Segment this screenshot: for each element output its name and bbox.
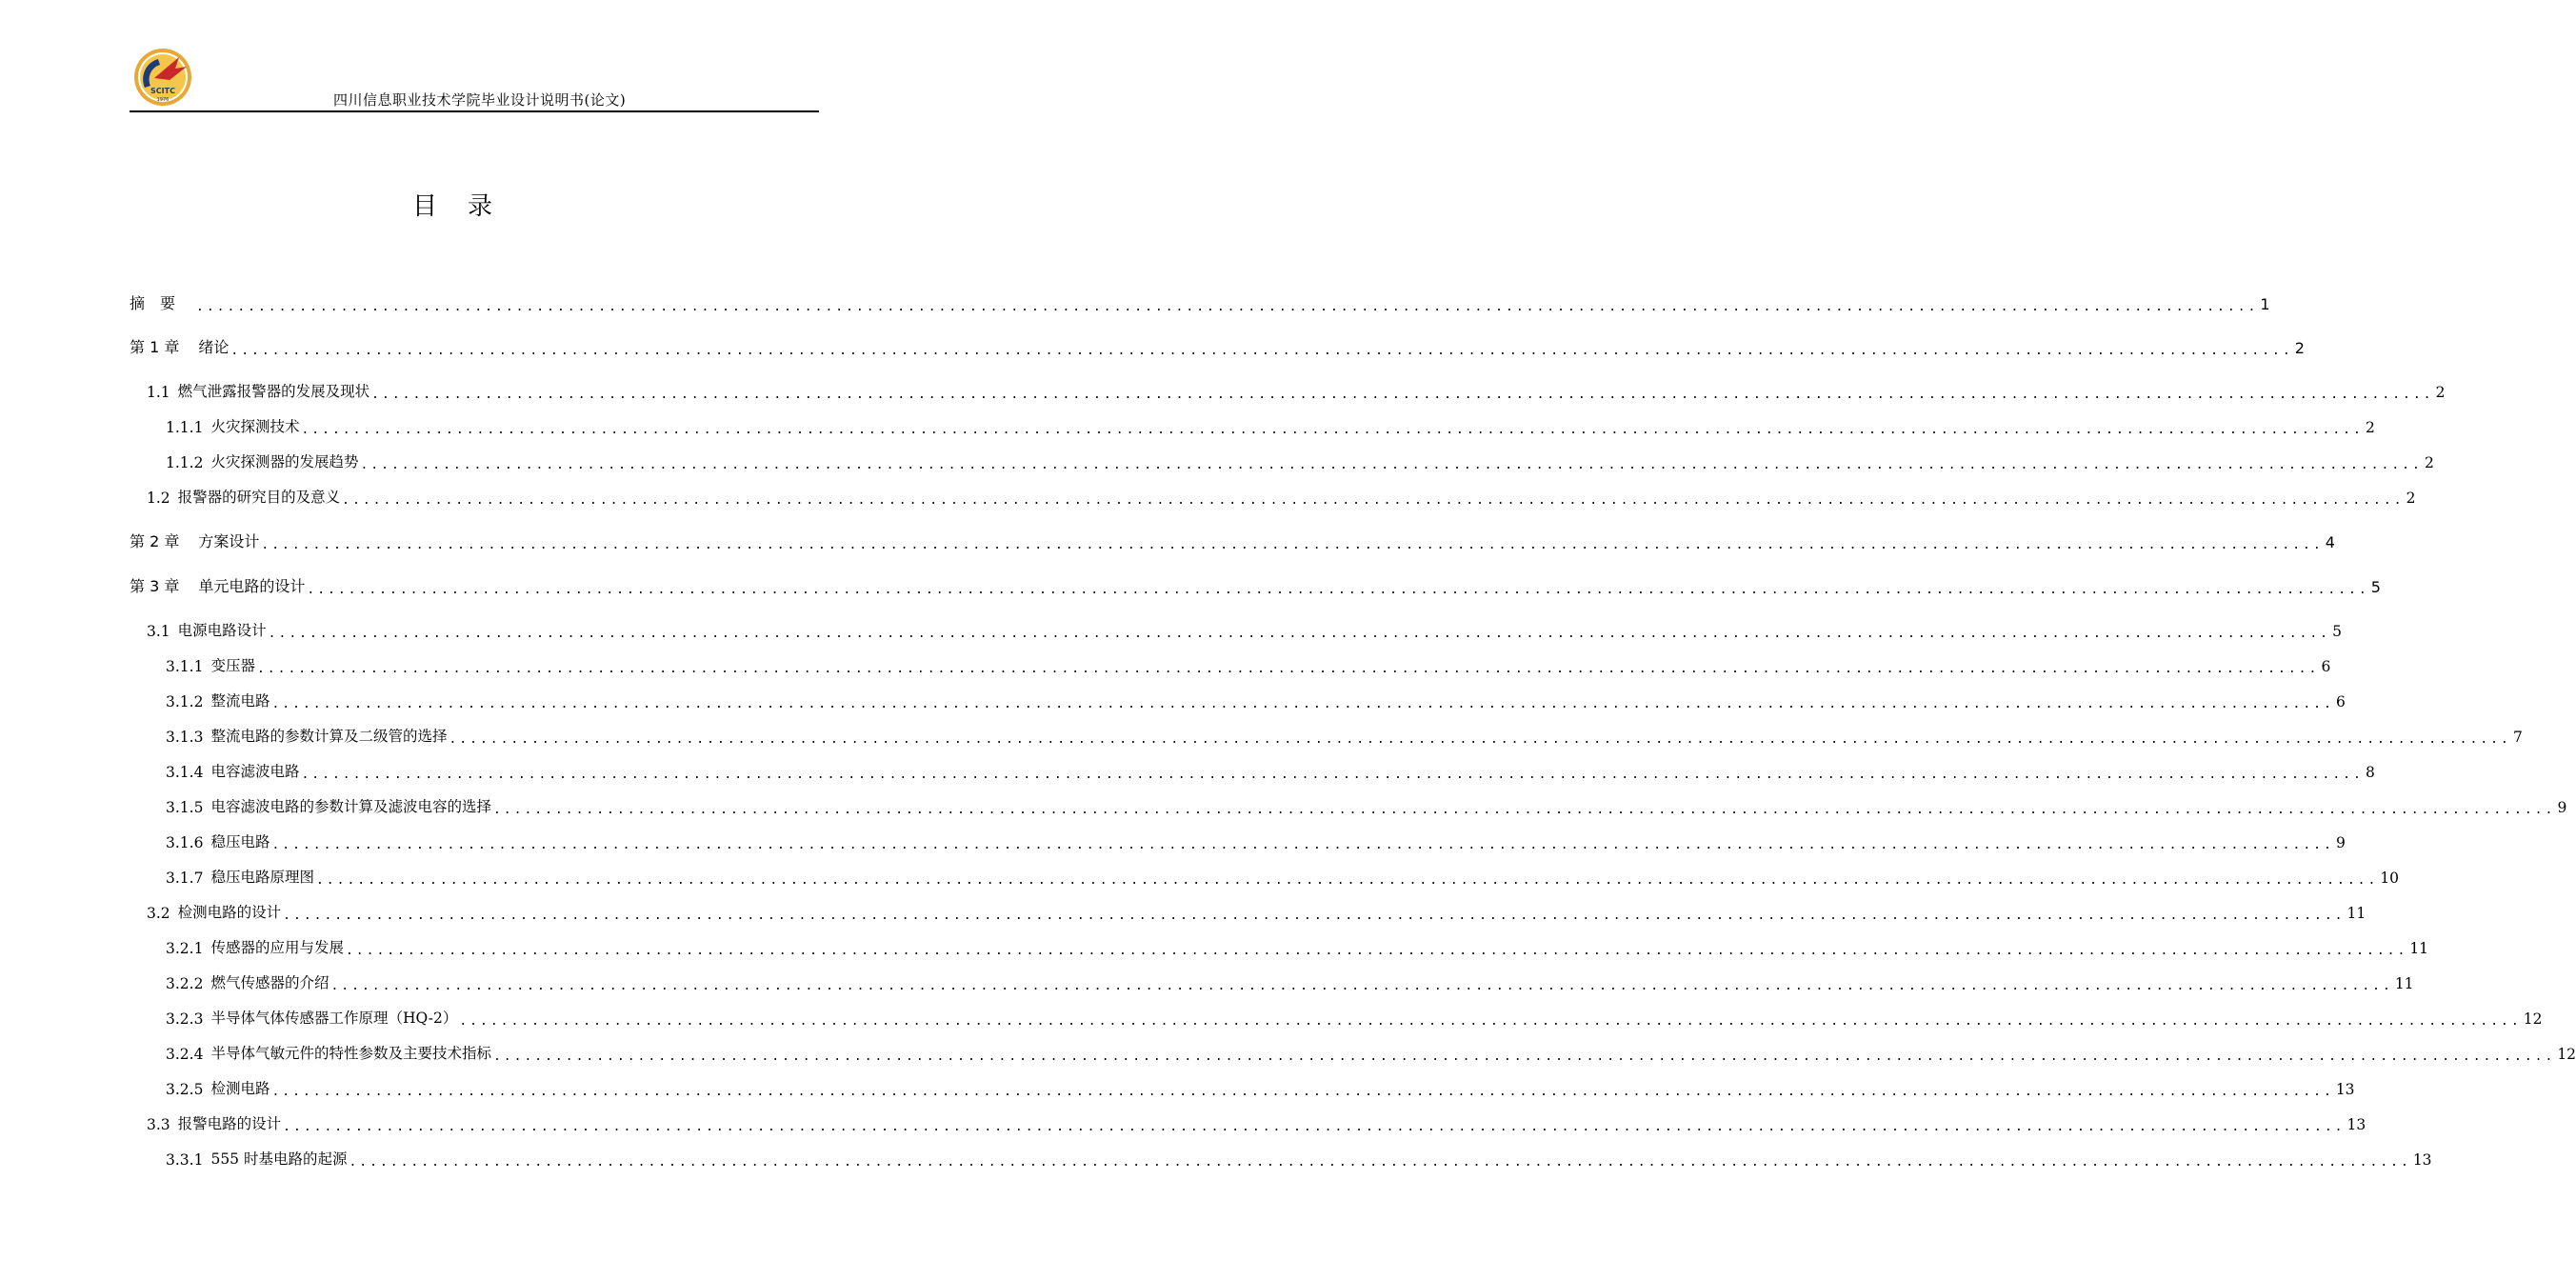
toc-entry-label: 555 时基电路的起源 <box>210 1150 348 1168</box>
toc-page-number: 7 <box>2512 729 2523 746</box>
toc-entry-number: 3.2.4 <box>166 1046 204 1063</box>
toc-entry-number: 3.2.2 <box>166 975 204 992</box>
toc-entry-label: 报警电路的设计 <box>177 1115 282 1132</box>
toc-dot-leader: ........................................................................................................................................................................................................ <box>283 909 2346 923</box>
toc-entry-number: 1.1 <box>147 384 170 401</box>
toc-entry[interactable] <box>166 1005 2543 1029</box>
toc-entry-label: 方案设计 <box>198 532 260 550</box>
toc-page-number: 2 <box>2294 339 2305 357</box>
toc-dot-leader: ........................................................................................................................................................................................................ <box>349 1155 2411 1170</box>
toc-entry-label: 整流电路 <box>210 692 270 710</box>
toc-entry-number: 3.3.1 <box>166 1151 204 1169</box>
toc-entry[interactable] <box>147 484 2416 508</box>
toc-page-number: 5 <box>2370 578 2381 596</box>
toc-page-number: 2 <box>2424 454 2434 471</box>
toc-entry-number: 3.1.1 <box>166 658 204 675</box>
toc-entry[interactable] <box>130 334 2305 358</box>
toc-page-number: 4 <box>2325 533 2335 551</box>
toc-entry[interactable] <box>166 793 2567 817</box>
toc-page-number: 6 <box>2321 658 2331 675</box>
toc-entry-label: 整流电路的参数计算及二级管的选择 <box>210 728 448 745</box>
toc-entry-label: 检测电路的设计 <box>177 904 282 921</box>
toc-page-number: 12 <box>2557 1046 2576 1063</box>
toc-entry-label: 检测电路 <box>210 1080 270 1097</box>
toc-entry[interactable] <box>166 1040 2576 1064</box>
toc-entry[interactable] <box>166 449 2434 472</box>
toc-dot-leader: ........................................................................................................................................................................................................ <box>271 697 2334 711</box>
toc-page-number: 5 <box>2332 623 2343 640</box>
toc-entry[interactable] <box>166 864 2400 888</box>
toc-entry-number: 3.1.4 <box>166 764 204 781</box>
toc-entry-number: 第 3 章 <box>130 577 180 595</box>
toc-page-number: 12 <box>2523 1010 2543 1028</box>
toc-dot-leader: ........................................................................................................................................................................................................ <box>301 768 2364 782</box>
toc-page-number: 2 <box>2435 384 2446 401</box>
toc-entry-label: 变压器 <box>210 657 255 674</box>
toc-entry-label: 火灾探测器的发展趋势 <box>210 453 359 470</box>
toc-dot-leader: ........................................................................................................................................................................................................ <box>271 1085 2334 1099</box>
toc-dot-leader: ........................................................................................................................................................................................................ <box>492 803 2556 817</box>
header-divider <box>130 110 819 112</box>
toc-page-number: 2 <box>2365 419 2375 436</box>
toc-entry-label: 稳压电路 <box>210 833 270 850</box>
toc-entry[interactable] <box>147 1110 2366 1134</box>
toc-entry-label: 电源电路设计 <box>177 622 267 639</box>
toc-page-number: 13 <box>2335 1081 2355 1098</box>
toc-page-number: 13 <box>2412 1151 2432 1169</box>
toc-entry-label: 报警器的研究目的及意义 <box>177 489 341 506</box>
toc-entry[interactable] <box>147 617 2343 641</box>
toc-page-number: 8 <box>2365 764 2375 781</box>
toc-entry-number: 3.3 <box>147 1116 170 1133</box>
toc-dot-leader: ........................................................................................................................................................................................................ <box>307 583 2369 597</box>
toc-entry-label: 稳压电路原理图 <box>210 869 314 886</box>
toc-entry-label: 火灾探测技术 <box>210 418 300 435</box>
toc-entry-label: 燃气泄露报警器的发展及现状 <box>177 383 370 400</box>
toc-dot-leader: ........................................................................................................................................................................................................ <box>315 873 2379 888</box>
toc-page-number: 9 <box>2335 834 2346 851</box>
toc-dot-leader: ........................................................................................................................................................................................................ <box>371 388 2434 402</box>
toc-page-number: 1 <box>2260 295 2270 313</box>
toc-entry-number: 第 1 章 <box>130 338 180 356</box>
toc-dot-leader: ........................................................................................................................................................................................................ <box>268 627 2331 641</box>
toc-dot-leader: ........................................................................................................................................................................................................ <box>360 458 2423 472</box>
toc-dot-leader: ........................................................................................................................................................................................................ <box>283 1120 2346 1134</box>
toc-entry-number: 3.1.7 <box>166 870 204 887</box>
toc-entry[interactable] <box>166 688 2346 711</box>
logo-text: SCITC <box>150 87 175 95</box>
toc-entry[interactable] <box>147 378 2446 402</box>
toc-entry[interactable] <box>130 290 2270 314</box>
toc-page-number: 11 <box>2346 905 2366 922</box>
toc-dot-leader: ........................................................................................................................................................................................................ <box>261 538 2324 552</box>
toc-entry-label: 燃气传感器的介绍 <box>210 974 329 991</box>
toc-page-number: 11 <box>2409 940 2429 957</box>
toc-entry-label: 半导体气敏元件的特性参数及主要技术指标 <box>210 1045 491 1062</box>
toc-entry-label: 半导体气体传感器工作原理（HQ-2） <box>210 1010 458 1027</box>
toc-dot-leader: ........................................................................................................................................................................................................ <box>449 732 2511 747</box>
toc-entry-number: 3.1.2 <box>166 693 204 710</box>
toc-entry-number: 摘 要 <box>130 294 176 312</box>
toc-entry-number: 3.1.6 <box>166 834 204 851</box>
toc-entry-label: 电容滤波电路 <box>210 763 300 780</box>
toc-entry-number: 1.1.1 <box>166 419 204 436</box>
toc-page-number: 13 <box>2346 1116 2366 1133</box>
toc-entry-number: 3.1.5 <box>166 799 204 816</box>
toc-entry[interactable] <box>166 652 2331 676</box>
toc-page-number: 10 <box>2380 870 2400 887</box>
document-header-title: 四川信息职业技术学院毕业设计说明书(论文) <box>333 91 627 109</box>
toc-entry[interactable] <box>130 529 2335 552</box>
toc-dot-leader: ........................................................................................................................................................................................................ <box>230 344 2293 358</box>
toc-entry[interactable] <box>166 758 2375 782</box>
toc-dot-leader: ........................................................................................................................................................................................................ <box>330 979 2393 993</box>
toc-entry-number: 1.2 <box>147 490 170 507</box>
toc-entry[interactable] <box>166 723 2523 747</box>
toc-dot-leader: ........................................................................................................................................................................................................ <box>196 300 2259 314</box>
toc-entry[interactable] <box>166 413 2375 437</box>
toc-page-number: 2 <box>2406 490 2416 507</box>
logo-year: 1976 <box>156 97 170 103</box>
toc-entry-number: 1.1.2 <box>166 454 204 471</box>
toc-entry[interactable] <box>166 1075 2355 1099</box>
toc-entry-label: 单元电路的设计 <box>198 577 306 595</box>
toc-title: 目录 <box>411 192 523 221</box>
toc-dot-leader: ........................................................................................................................................................................................................ <box>256 662 2320 676</box>
toc-dot-leader: ........................................................................................................................................................................................................ <box>345 944 2408 958</box>
toc-dot-leader: ........................................................................................................................................................................................................ <box>301 423 2364 437</box>
toc-entry[interactable] <box>130 573 2381 597</box>
toc-entry-number: 3.2.3 <box>166 1010 204 1028</box>
toc-entry-label: 电容滤波电路的参数计算及滤波电容的选择 <box>210 798 491 815</box>
toc-entry-number: 3.1 <box>147 623 170 640</box>
toc-entry[interactable] <box>166 970 2414 993</box>
toc-page-number: 6 <box>2335 693 2346 710</box>
toc-dot-leader: ........................................................................................................................................................................................................ <box>492 1050 2556 1064</box>
toc-entry[interactable] <box>147 899 2366 923</box>
toc-entry-number: 3.2 <box>147 905 170 922</box>
toc-entry[interactable] <box>166 829 2346 852</box>
toc-page-number: 9 <box>2557 799 2567 816</box>
toc-dot-leader: ........................................................................................................................................................................................................ <box>342 493 2405 508</box>
toc-page-number: 11 <box>2394 975 2414 992</box>
toc-entry-number: 3.2.1 <box>166 940 204 957</box>
toc-entry-label: 传感器的应用与发展 <box>210 939 344 956</box>
toc-entry-number: 3.2.5 <box>166 1081 204 1098</box>
toc-dot-leader: ........................................................................................................................................................................................................ <box>459 1014 2522 1029</box>
toc-entry[interactable] <box>166 1146 2432 1170</box>
toc-entry-number: 第 2 章 <box>130 532 180 550</box>
school-logo <box>131 46 194 109</box>
toc-entry[interactable] <box>166 934 2429 958</box>
toc-dot-leader: ........................................................................................................................................................................................................ <box>271 838 2334 852</box>
toc-entry-number: 3.1.3 <box>166 729 204 746</box>
toc-entry-label: 绪论 <box>198 338 230 356</box>
